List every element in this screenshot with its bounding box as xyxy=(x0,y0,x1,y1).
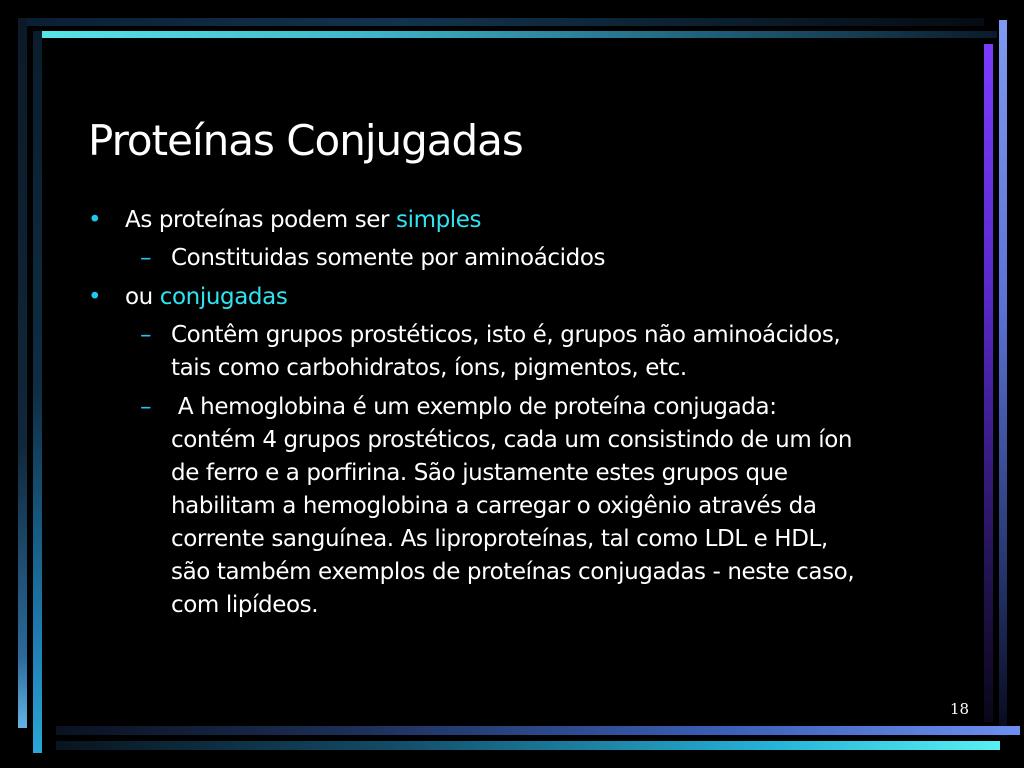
frame-bar-top-dark xyxy=(18,18,984,26)
bullet-item xyxy=(88,204,958,237)
sub-item-line: com lipídeos. xyxy=(171,592,319,618)
sub-item-line: tais como carbohidratos, íons, pigmentos, etc. xyxy=(171,355,687,381)
bullet-text: ou xyxy=(125,284,160,310)
frame-bar-right-blue xyxy=(999,20,1007,736)
dash-icon: – xyxy=(140,394,152,420)
sub-item xyxy=(88,319,958,385)
dash-icon: – xyxy=(140,245,152,271)
sub-item-line: Constituidas somente por aminoácidos xyxy=(171,245,606,271)
frame-bar-bottom-blue xyxy=(56,726,1020,735)
bullet-highlight: simples xyxy=(396,207,482,233)
sub-item-line: Contêm grupos prostéticos, isto é, grupos não aminoácidos, xyxy=(171,322,841,348)
bullet-item xyxy=(88,281,958,314)
slide-title: Proteínas Conjugadas xyxy=(88,116,523,165)
bullet-icon: • xyxy=(88,284,102,310)
frame-bar-bottom-cyan xyxy=(56,741,1000,750)
frame-bar-top-cyan xyxy=(33,31,997,38)
page-number: 18 xyxy=(950,700,970,718)
sub-item-line: A hemoglobina é um exemplo de proteína conjugada: xyxy=(171,394,777,420)
frame-bar-right-purple xyxy=(984,44,993,722)
frame-bar-left-dark xyxy=(18,18,27,728)
sub-item-line: são também exemplos de proteínas conjugadas - neste caso, xyxy=(171,559,855,585)
frame-bar-left-cyan xyxy=(33,31,42,753)
bullet-highlight: conjugadas xyxy=(159,284,288,310)
sub-item-line: habilitam a hemoglobina a carregar o oxigênio através da xyxy=(171,493,817,519)
sub-item xyxy=(88,242,958,275)
dash-icon: – xyxy=(140,322,152,348)
bullet-icon: • xyxy=(88,207,102,233)
bullet-text: As proteínas podem ser xyxy=(125,207,397,233)
sub-item xyxy=(88,391,958,622)
sub-item-line: de ferro e a porfirina. São justamente estes grupos que xyxy=(171,460,788,486)
slide-content xyxy=(88,204,958,628)
sub-item-line: contém 4 grupos prostéticos, cada um consistindo de um íon xyxy=(171,427,853,453)
sub-item-line: corrente sanguínea. As liproproteínas, tal como LDL e HDL, xyxy=(171,526,828,552)
